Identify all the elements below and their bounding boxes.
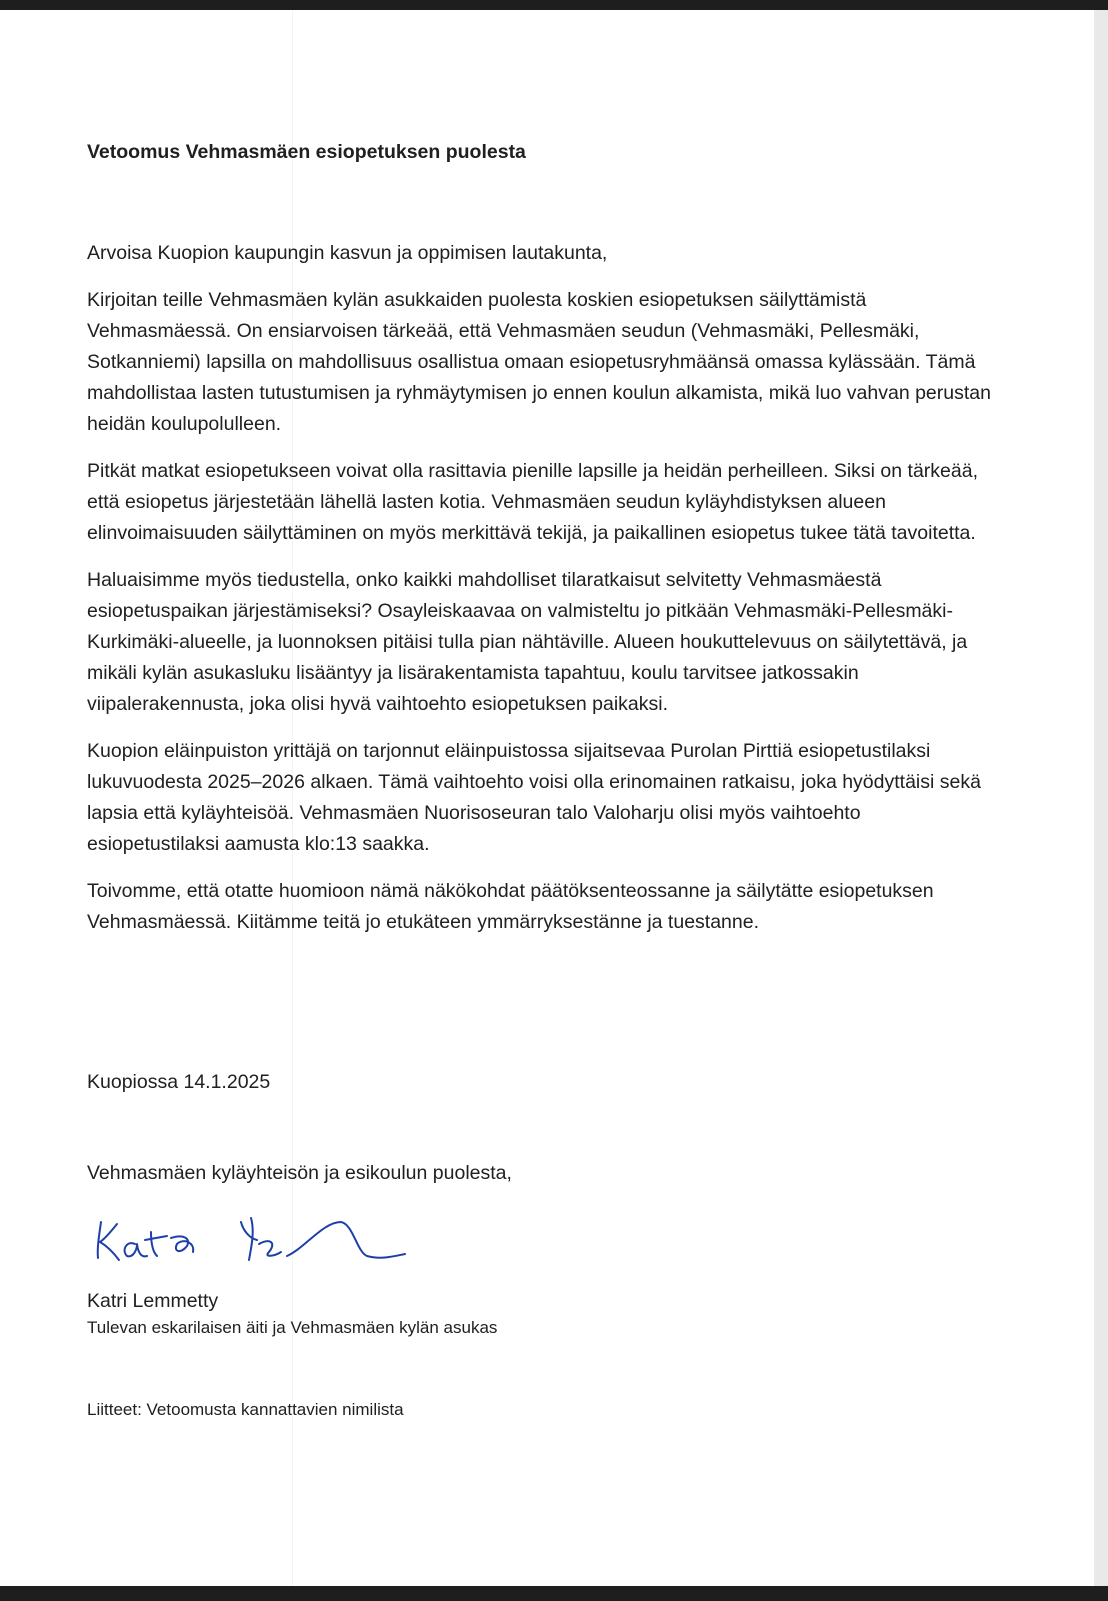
signer-role: Tulevan eskarilaisen äiti ja Vehmasmäen kylän asukas: [87, 1318, 498, 1337]
salutation: Arvoisa Kuopion kaupungin kasvun ja oppimisen lautakunta,: [87, 242, 608, 264]
letter-date: Kuopiossa 14.1.2025: [87, 1071, 271, 1093]
letter-closing: Vehmasmäen kyläyhteisön ja esikoulun puolesta,: [87, 1162, 512, 1184]
paragraph: Kirjoitan teille Vehmasmäen kylän asukkaiden puolesta koskien esiopetuksen säilyttämistä Vehmasmäessä. On ensiarvoisen tärkeää, että Vehmasmäen seudun (Vehmasmäki, Pellesmäki, Sotkanniemi) lapsilla on mahdollisuus osallistua omaan esiopetusryhmäänsä omassa kylässään. Tämä mahdollistaa lasten tutustumisen ja ryhmäytymisen jo ennen koulun alkamista, mikä luo vahvan perustan heidän koulupolulleen.: [87, 289, 991, 435]
paragraph: Pitkät matkat esiopetukseen voivat olla rasittavia pienille lapsille ja heidän perheilleen. Siksi on tärkeää, että esiopetus järjestetään lähellä lasten kotia. Vehmasmäen seudun kyläyhdistyksen alueen elinvoimaisuuden säilyttäminen on myös merkittävä tekijä, ja paikallinen esiopetus tukee tätä tavoitetta.: [87, 460, 979, 544]
letter-title: Vetoomus Vehmasmäen esiopetuksen puolesta: [87, 141, 526, 163]
bottom-frame: [0, 1586, 1108, 1601]
paragraph: Toivomme, että otatte huomioon nämä näkökohdat päätöksenteossanne ja säilytätte esiopetuksen Vehmasmäessä. Kiitämme teitä jo etukäteen ymmärryksestänne ja tuestanne.: [87, 880, 934, 933]
letter-paragraphs: [87, 285, 992, 954]
handwritten-signature: [91, 1208, 411, 1278]
page-edge-shadow: [1094, 10, 1108, 1586]
document-page: [0, 10, 1094, 1586]
signer-name: Katri Lemmetty: [87, 1290, 219, 1312]
attachments-note: Liitteet: Vetoomusta kannattavien nimilista: [87, 1400, 404, 1419]
paragraph: Kuopion eläinpuiston yrittäjä on tarjonnut eläinpuistossa sijaitsevaa Purolan Pirttiä esiopetustilaksi lukuvuodesta 2025–2026 alkaen. Tämä vaihtoehto voisi olla erinomainen ratkaisu, joka hyödyttäisi sekä lapsia että kyläyhteisöä. Vehmasmäen Nuorisoseuran talo Valoharju olisi myös vaihtoehto esiopetustilaksi aamusta klo:13 saakka.: [87, 740, 981, 855]
paragraph: Haluaisimme myös tiedustella, onko kaikki mahdolliset tilaratkaisut selvitetty Vehmasmäestä esiopetuspaikan järjestämiseksi? Osayleiskaavaa on valmisteltu jo pitkään Vehmasmäki-Pellesmäki-Kurkimäki-alueelle, ja luonnoksen pitäisi tulla pian nähtäville. Alueen houkuttelevuus on säilytettävä, ja mikäli kylän asukasluku lisääntyy ja lisärakentamista tapahtuu, koulu tarvitsee jatkossakin viipalerakennusta, joka olisi hyvä vaihtoehto esiopetuksen paikaksi.: [87, 569, 968, 715]
